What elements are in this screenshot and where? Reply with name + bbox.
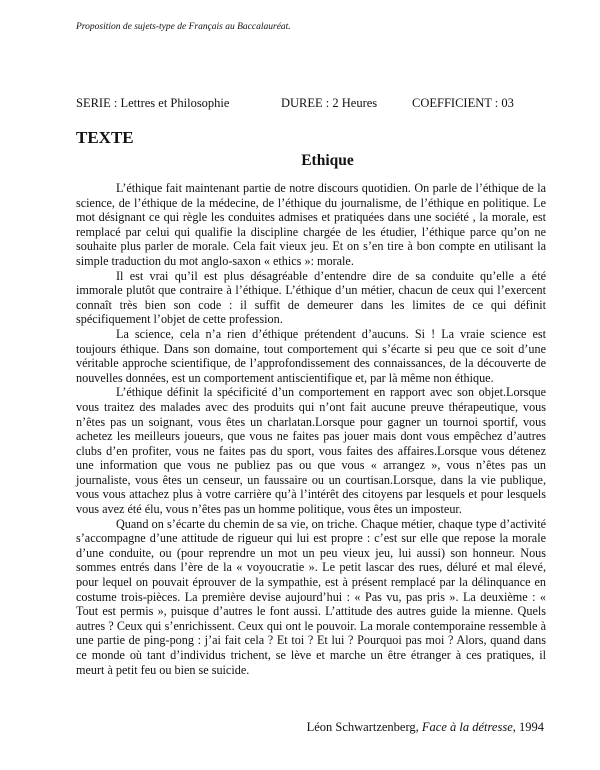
paragraph: Il est vrai qu’il est plus désagréable d’entendre dire de sa conduite qu’elle a été immorale plutôt que contraire à l’éthique. L’éthique d’un métier, chacun de ceux qui l’exercent connaît très bien son code : il suffit de demeurer dans les limites de ce qui définit spécifiquement l’objet de cette profession. <box>76 268 546 327</box>
duree-label: DUREE : 2 Heures <box>281 96 378 110</box>
citation-work: Face à la détresse <box>421 720 513 734</box>
paragraph: L’éthique définit la spécificité d’un comportement en rapport avec son objet.Lorsque vous traitez des malades avec des produits qui n’ont fait aucune preuve thérapeutique, vous n’êtes pas un soignant, vous êtes un charlatan.Lorsque pour gagner un tournoi sportif, vous achetez les meilleurs joueurs, que vous ne faites pas jouer mais dont vous empêchez d’autres clubs d’en profiter, vous ne faites pas du sport, vous faites des affaires.Lorsque vous détenez une information que vous ne publiez pas ou que vous « arrangez », vous n’êtes pas un journaliste, vous êtes un censeur, un faussaire ou un courtisan.Lorsque, dans la vie publique, vous vous attachez plus à votre carrière qu’à l’intérêt des citoyens par lesquels et pour lesquels vous avez été élu, vous n’êtes pas un homme politique, vous êtes un imposteur. <box>76 385 546 517</box>
citation-author: Léon Schwartzenberg, <box>306 720 419 734</box>
source-citation <box>307 720 544 735</box>
paragraph: La science, cela n’a rien d’éthique prétendent d’aucuns. Si ! La vraie science est toujours éthique. Dans son domaine, tout comportement qui s’écarte si peu que ce soit d’une véritable approche scientifique, de l’approfondissement des connaissances, de la découverte de nouvelles données, est un comportement antiscientifique et, par là même non éthique. <box>76 326 546 385</box>
serie-label: SERIE : Lettres et Philosophie <box>76 96 230 110</box>
text-body <box>76 181 546 677</box>
page-title: Ethique <box>301 152 354 169</box>
paragraph: Quand on s’écarte du chemin de sa vie, on triche. Chaque métier, chaque type d’activité s’accompagne d’une attitude de rigueur qui lui est propre : c’est sur elle que repose la morale d’une conduite, ou (pour reprendre un mot un peu vieux jeu, lui aussi) son honneur. Nous sommes entrés dans l’ère de la « voyoucratie ». Le petit lascar des rues, déluré et mal élevé, pour lequel on pouvait éprouver de la sympathie, est à présent remplacé par la délinquance en costume trois-pièces. La première devise aujourd’hui : « Pas vu, pas pris ». La deuxième : « Tout est permis », puisque d’autres le font aussi. L’attitude des autres guide la mienne. Quels autres ? Ceux qui s’enrichissent. Ceux qui ont le pouvoir. La morale contemporaine ressemble à une partie de ping-pong : j’ai fait cela ? Et toi ? Et lui ? Pourquoi pas moi ? Alors, quand dans ce monde où tant d’individus trichent, se lève et marche un être étranger à ces pratiques, il meurt à petit feu ou bien se suicide. <box>76 516 546 677</box>
paragraph: L’éthique fait maintenant partie de notre discours quotidien. On parle de l’éthique de la science, de l’éthique de la médecine, de l’éthique du journalisme, de l’éthique en politique. Le mot désignant ce qui règle les conduites admises et pratiquées dans une société , la morale, est remplacé par celui qui qualifie la discipline chargée de les étudier, l’éthique parce qu’on ne souhaite plus parler de morale. Cela fait vieux jeu. Et on s’en tire à bon compte en utilisant la simple traduction du mot anglo-saxon « ethics »: morale. <box>76 181 546 268</box>
header-note: Proposition de sujets-type de Français au Baccalauréat. <box>76 22 291 32</box>
section-label: TEXTE <box>76 128 134 147</box>
citation-year: , 1994 <box>512 720 544 734</box>
coefficient-label: COEFFICIENT : 03 <box>412 96 514 110</box>
